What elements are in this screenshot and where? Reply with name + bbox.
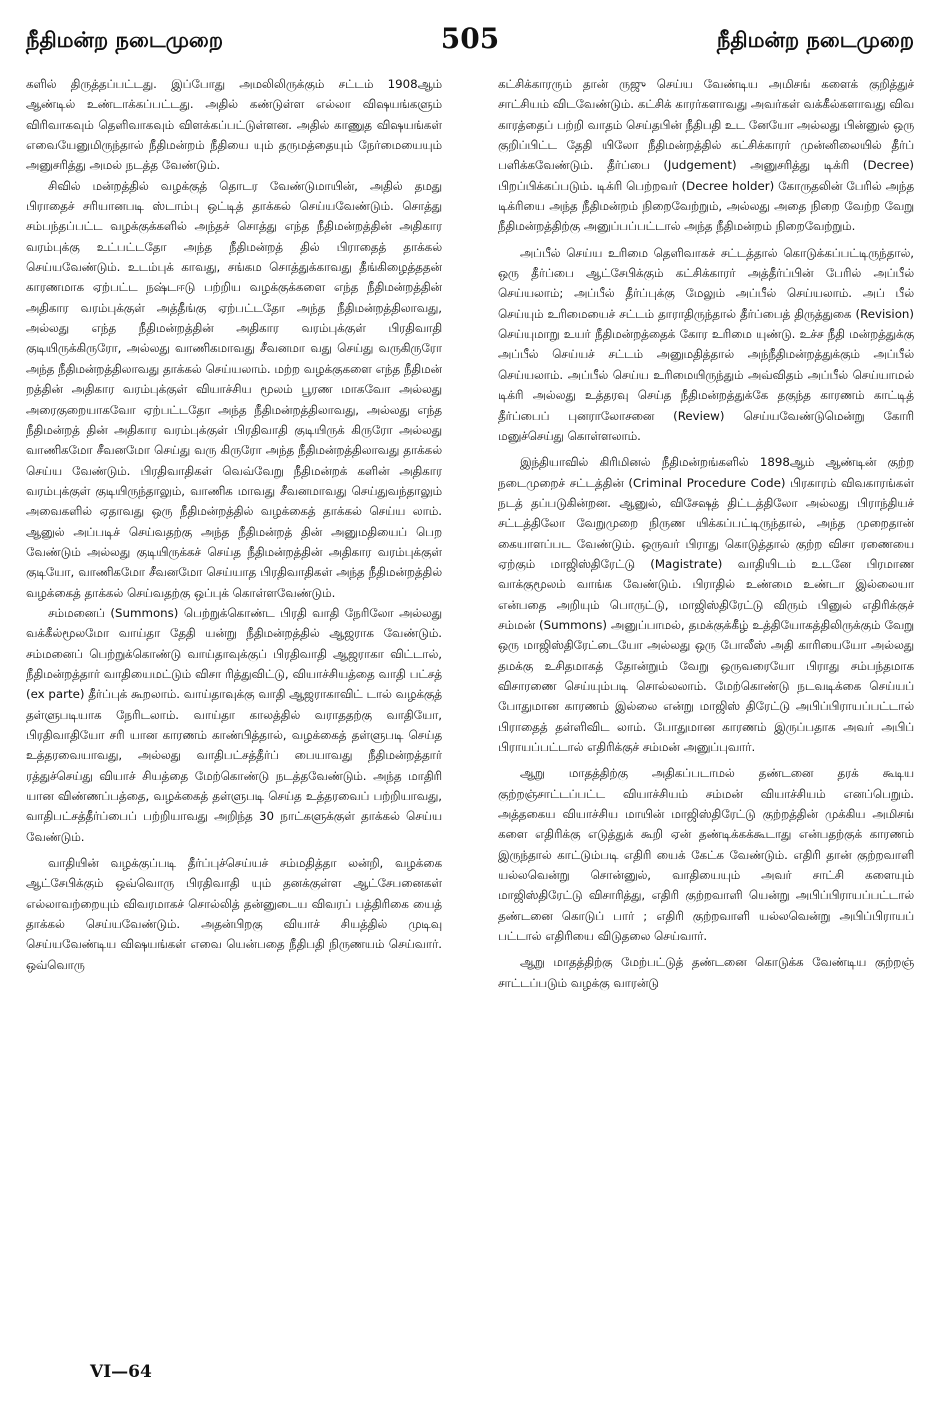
header-right-title: நீதிமன்ற நடைமுறை bbox=[716, 28, 914, 52]
page-number: 505 bbox=[440, 22, 500, 55]
header-left-title: நீதிமன்ற நடைமுறை bbox=[26, 28, 224, 52]
printer-signature: VI—64 bbox=[90, 1362, 152, 1382]
paragraph: ஆறு மாதத்திற்கு மேற்பட்டுத் தண்டனை கொடுக்க வேண்டிய குற்றஞ் சாட்டப்படும் வழக்கு வாரன்டு bbox=[498, 955, 914, 990]
paragraph: கட்சிக்காரரும் தான் ருஜு செய்ய வேண்டிய அமிசங் களைக் குறித்துச் சாட்சியம் விடவேண்டும். கட்சிக் காரர்களாவது அவர்கள் வக்கீல்களாவது விவ காரத்தைப் பற்றி வாதம் செய்தபின் நீதிபதி உட னேயோ அல்லது பின்னுல் ஒரு குறிப்பிட்ட தேதி யிலோ நீதிமன்றத்தில் கட்சிக்காரர் முன்னிலையில் தீர்ப் பளிக்கவேண்டும். தீர்ப்பை (Judgement) அனுசரித்து டிக்ரி (Decree) பிறப்பிக்கப்படும். டிக்ரி பெற்றவர் (Decree holder) கோருதலின் பேரில் அந்த டிக்ரியை அந்த நீதிமன்றம் நிறைவேற்றும், அல்லது அதை நிறை வேற்ற வேறு நீதிமன்றத்திற்கு அனுப்பப்பட்டால் அந்த நீதிமன்றம் நிறைவேற்றும். bbox=[498, 77, 914, 234]
paragraph: சம்மனைப் (Summons) பெற்றுக்கொண்ட பிரதி வாதி நேரிலோ அல்லது வக்கீல்மூலமோ வாய்தா தேதி யன்று நீதிமன்றத்தில் ஆஜராக வேண்டும். சம்மனைப் பெற்றுக்கொண்டு வாய்தாவுக்குப் பிரதிவாதி ஆஜராகா விட்டால், நீதிமன்றத்தார் வாதியைமட்டும் விசா ரித்துவிட்டு, வியாச்சியத்தை வாதி பட்சத் (ex parte) தீர்ப்புக் கூறலாம். வாய்தாவுக்கு வாதி ஆஜராகாவிட் டால் வழக்குத் தள்ளுபடியாக நேரிடலாம். வாய்தா காலத்தில் வராததற்கு வாதியோ, பிரதிவாதியோ சரி யான காரணம் காண்பித்தால், வழக்கைத் தள்ளுபடி செய்த உத்தரவையாவது, அல்லது வாதிபட்சத்தீர்ப் பையாவது நீதிமன்றத்தார் ரத்துச்செய்து வியாச் சியத்தை மேற்கொண்டு நடத்தவேண்டும். அந்த மாதிரி யான விண்ணப்பத்தை, வழக்கைத் தள்ளுபடி செய்த உத்தரவைப் பற்றியாவது, வாதிபட்சத்தீர்ப்பைப் பற்றியாவது அறிந்த 30 நாட்களுக்குள் தாக்கல் செய்ய வேண்டும். bbox=[26, 605, 442, 844]
paragraph: சிவில் மன்றத்தில் வழக்குத் தொடர வேண்டுமாயின், அதில் தமது பிராதைச் சரியானபடி ஸ்டாம்பு ஒட்டித் தாக்கல் செய்யவேண்டும். சொத்து சம்பந்தப்பட்ட வழக்குக்களில் அந்தச் சொத்து எந்த நீதிமன்றத்தின் அதிகார வரம்புக்கு உட்பட்டதோ அந்த நீதிமன்றத் தில் பிராதைத் தாக்கல் செய்யவேண்டும். உடம்புக் காவது, சங்கம சொத்துக்காவது தீங்கிழைத்ததன் காரணமாக ஏற்பட்ட நஷ்டஈடு பற்றிய வழக்குக்களை எந்த நீதிமன்றத்தின் அதிகார வரம்புக்குள் அத்தீங்கு ஏற்பட்டதோ அந்த நீதிமன்றத்திலாவது, அல்லது எந்த நீதிமன்றத்தின் அதிகார வரம்புக்குள் பிரதிவாதி குடியிருக்கிருரோ, அல்லது வாணிகமாவது சீவனமா வது செய்து வருகிருரோ அந்த நீதிமன்றத்திலாவது தாக்கல் செய்யலாம். மற்ற வழக்குகளை எந்த நீதிமன் றத்தின் அதிகார வரம்புக்குள் வியாச்சிய மூலம் பூரண மாகவோ அல்லது அரைகுறையாகவோ ஏற்பட்டதோ அந்த நீதிமன்றத்திலாவது, அல்லது எந்த நீதிமன்றத் தின் அதிகார வரம்புக்குள் பிரதிவாதி குடியிருக் கிருரோ அல்லது வாணிகமோ சீவனமோ செய்து வரு கிருரோ அந்த நீதிமன்றத்திலாவது தாக்கல் செய்ய வேண்டும். பிரதிவாதிகள் வெவ்வேறு நீதிமன்றக் களின் அதிகார வரம்புக்குள் குடியிருந்தாலும், வாணிக மாவது சீவனமாவது செய்துவந்தாலும் அவைகளில் ஏதாவது ஒரு நீதிமன்றத்தில் வழக்கைத் தாக்கல் செய்ய லாம். ஆனுல் அப்படிச் செய்வதற்கு அந்த நீதிமன்றத் தின் அனுமதியைப் பெற வேண்டும் அல்லது குடியிருக்கச் செய்த நீதிமன்றத்தின் அதிகார வரம்புக்குள் குடியோ, வாணிகமோ சீவனமோ செய்யாத பிரதிவாதிகள் அந்த நீதிமன்றத்தில் வழக்கைத் தாக்கல் செய்வதற்கு ஒப்புக் கொள்ளவேண்டும். bbox=[26, 178, 442, 600]
paragraph: களில் திருத்தப்பட்டது. இப்போது அமலிலிருக்கும் சட்டம் 1908ஆம் ஆண்டில் உண்டாக்கப்பட்டது. அதில் கண்டுள்ள எல்லா விஷயங்களும் விரிவாகவும் தெளிவாகவும் விளக்கப்பட்டுள்ளன. அதில் காணுத விஷயங்கள் எவையேனுமிருந்தால் நீதிமன்றம் நீதியை யும் தருமத்தையும் நேர்மையையும் அனுசரித்து அமல் நடத்த வேண்டும். bbox=[26, 77, 442, 173]
paragraph: ஆறு மாதத்திற்கு அதிகப்படாமல் தண்டனை தரக் கூடிய குற்றஞ்சாட்டப்பட்ட வியாச்சியம் சம்மன் வியாச்சியம் எனப்பெறும். அத்தகைய வியாச்சிய மாயின் மாஜிஸ்திரேட்டு குற்றத்தின் முக்கிய அமிசங் களை எதிரிக்கு எடுத்துக் கூறி ஏன் தண்டிக்கக்கூடாது என்பதற்குக் காரணம் இருந்தால் காட்டும்படி எதிரி யைக் கேட்க வேண்டும். எதிரி தான் குற்றவாளி யல்லவென்று சொன்னுல், வாதியையும் அவர் சாட்சி களையும் மாஜிஸ்திரேட்டு விசாரித்து, எதிரி குற்றவாளி யென்று அபிப்பிராயப்பட்டால் தண்டனை கொடுப் பார் ; எதிரி குற்றவாளி யல்லவென்று அபிப்பிராயப் பட்டால் எதிரியை விடுதலை செய்வார். bbox=[498, 766, 914, 944]
paragraph: அப்பீல் செய்ய உரிமை தெளிவாகச் சட்டத்தால் கொடுக்கப்பட்டிருந்தால், ஒரு தீர்ப்பை ஆட்சேபிக்கும் கட்சிக்காரர் அத்தீர்ப்பின் பேரில் அப்பீல் செய்யலாம்; அப்பீல் தீர்ப்புக்கு மேலும் அப்பீல் செய்யலாம். அப் பீல் செய்யும் உரிமையைச் சட்டம் தாராதிருந்தால் தீர்ப்பைத் திருத்துகை (Revision) செய்யுமாறு உயர் நீதிமன்றத்தைக் கோர உரிமை யுண்டு. உச்ச நீதி மன்றத்துக்கு அப்பீல் செய்யச் சட்டம் அனுமதித்தால் அந்நீதிமன்றத்துக்கும் அப்பீல் செய்யலாம். அப்பீல் செய்ய உரிமையிருந்தும் அவ்விதம் அப்பீல் செய்யாமல் டிக்ரி அல்லது உத்தரவு செய்த நீதிமன்றத்துக்கே தகுந்த காரணம் காட்டித் தீர்ப்பைப் புனராலோசனை (Review) செய்யவேண்டுமென்று கோரி மனுச்செய்து கொள்ளலாம். bbox=[498, 245, 914, 443]
left-text-column bbox=[26, 74, 442, 1374]
right-text-column bbox=[498, 74, 914, 1374]
paragraph: வாதியின் வழக்குப்படி தீர்ப்புச்செய்யச் சம்மதித்தா லன்றி, வழக்கை ஆட்சேபிக்கும் ஒவ்வொரு பிரதிவாதி யும் தனக்குள்ள ஆட்சேபனைகள் எல்லாவற்றையும் விவரமாகச் சொல்லித் தன்னுடைய விவரப் பத்திரிகை யைத் தாக்கல் செய்யவேண்டும். அதன்பிறகு வியாச் சியத்தில் முடிவு செய்யவேண்டிய விஷயங்கள் எவை யென்பதை நீதிபதி நிருணயம் செய்வார். ஒவ்வொரு bbox=[26, 856, 442, 972]
paragraph: இந்தியாவில் கிரிமினல் நீதிமன்றங்களில் 1898ஆம் ஆண்டின் குற்ற நடைமுறைச் சட்டத்தின் (Criminal Procedure Code) பிரகாரம் விவகாரங்கள் நடத் தப்படுகின்றன. ஆனுல், விசேஷத் திட்டத்திலோ அல்லது பிராந்தியச் சட்டத்திலோ வேறுமுறை நிருண யிக்கப்பட்டிருந்தால், அந்த முறைதான் கையாளப்பட வேண்டும். ஒருவர் பிராது கொடுத்தால் குற்ற விசா ரணையை ஏற்கும் மாஜிஸ்திரேட்டு (Magistrate) வாதியிடம் உடனே பிரமாண வாக்குமூலம் வாங்க வேண்டும். பிராதில் உண்மை உண்டா இல்லையா என்பதை அறியும் பொருட்டு, மாஜிஸ்திரேட்டு விரும் பினுல் எதிரிக்குச் சம்மன் (Summons) அனுப்பாமல், தமக்குக்கீழ் உத்தியோகத்திலிருக்கும் வேறு ஒரு மாஜிஸ்திரேட்டையோ அல்லது ஒரு போலீஸ் அதி காரியையோ அல்லது தமக்கு உசிதமாகத் தோன்றும் வேறு ஒருவரையோ பிராது சம்பந்தமாக விசாரணை செய்யும்படி சொல்லலாம். மேற்கொண்டு நடவடிக்கை செய்யப் போதுமான காரணம் இல்லை என்று மாஜிஸ் திரேட்டு அபிப்பிராயப்பட்டால் பிராதைத் தள்ளிவிட லாம். போதுமான காரணம் இருப்பதாக அவர் அபிப் பிராயப்பட்டால் எதிரிக்குச் சம்மன் அனுப்புவார். bbox=[498, 455, 914, 754]
running-header bbox=[26, 22, 914, 62]
